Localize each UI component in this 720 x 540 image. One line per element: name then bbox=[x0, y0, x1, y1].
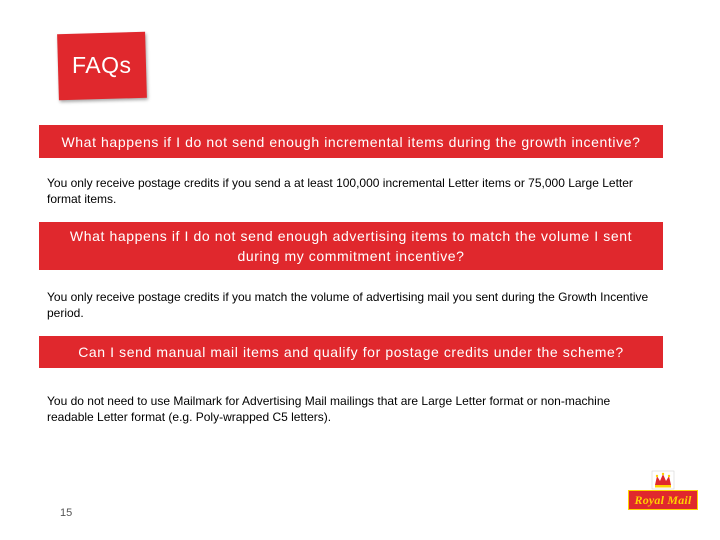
royal-mail-logo bbox=[628, 470, 698, 518]
faq-question-2 bbox=[39, 222, 663, 270]
page-number: 15 bbox=[60, 507, 73, 519]
faq-answer-3: You do not need to use Mailmark for Advertising Mail mailings that are Large Letter format or non-machine readable Letter format (e.g. Poly-wrapped C5 letters). bbox=[47, 394, 611, 424]
faq-answer-2: You only receive postage credits if you match the volume of advertising mail you sent during the Growth Incentive period. bbox=[47, 290, 649, 320]
logo-text: Royal Mail bbox=[634, 492, 692, 507]
faq-question-1 bbox=[39, 125, 663, 158]
faq-question-3-text: Can I send manual mail items and qualify for postage credits under the scheme? bbox=[78, 344, 624, 360]
crown-icon bbox=[650, 470, 676, 490]
logo-badge bbox=[628, 490, 698, 510]
faq-question-3 bbox=[39, 336, 663, 368]
faq-answer-1: You only receive postage credits if you send a at least 100,000 incremental Letter items or 75,000 Large Letter format items. bbox=[47, 176, 633, 206]
faq-question-1-text: What happens if I do not send enough incremental items during the growth incentive? bbox=[61, 133, 641, 150]
slide-title: FAQs bbox=[72, 52, 132, 78]
faq-question-2-text: What happens if I do not send enough advertising items to match the volume I sent during my commitment incentive? bbox=[69, 228, 633, 264]
